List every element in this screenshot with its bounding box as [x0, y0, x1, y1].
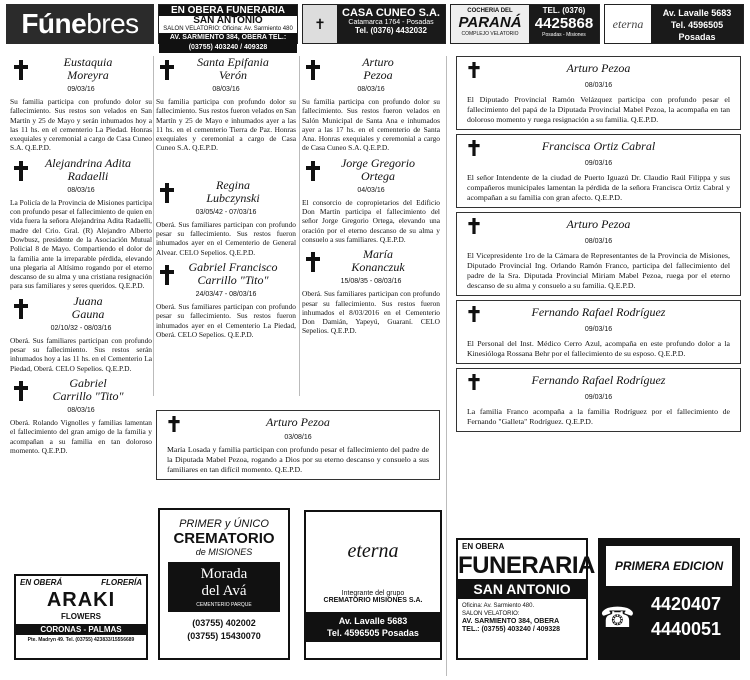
cross-icon — [12, 381, 30, 401]
header-ad-sa-line2: SAN ANTONIO — [193, 15, 263, 26]
cross-icon — [158, 60, 176, 80]
notice-text: La Policía de la Provincia de Misiones participa con profundo pesar el fallecimiento de quien en vida fuera la señora Alejandrina Adita Radaelli, madre del Crio. Gral. (R) Alejandro Alberto Dowbusz, presidente de la Asociación Mutual Policial 8 de Mayo. Compartiendo el dolor de la familia ante la irreparable pérdida, elevando una plegaria al Altísimo rogando por el eterno descanso de su alma y una cristiana resignación para sus familiares y seres queridos. Q.E.P.D. — [10, 197, 152, 291]
obituary-notice — [156, 179, 296, 261]
cuneo-title: CASA CUNEO S.A. — [342, 7, 440, 19]
eterna-band-address: Av. Lavalle 5683 — [338, 616, 408, 626]
notice-date: 08/03/16 — [357, 86, 385, 93]
crem-phone-1: (03755) 402002 — [192, 618, 256, 628]
sa-phones: TEL.: (03755) 403240 / 409328 — [462, 626, 561, 633]
ad-paz-eterna[interactable] — [304, 510, 442, 660]
header-ad-eterna[interactable] — [604, 4, 744, 44]
ad-funeraria-san-antonio[interactable] — [456, 538, 595, 660]
deceased-name: Arturo Pezoa — [566, 217, 631, 231]
notice-date: 03/05/42 - 07/03/16 — [195, 208, 257, 216]
obituary-notice — [302, 248, 440, 339]
notice-text: Su familia participa con profundo dolor su fallecimiento. Sus restos son velados en San Martín y 25 de Mayo y serán inhumados hoy a las 11 hs. en el cementerio La Piedad. Honras exequiales y ceremonial a cargo de Casa Cuneo S.A. Q.E.P.D. — [10, 97, 152, 153]
notice-date: 08/03/16 — [212, 86, 240, 93]
araki-band: CORONAS - PALMAS — [16, 624, 146, 635]
notice-date: 03/08/16 — [284, 434, 312, 441]
deceased-name: Gabriel Francisco Carrillo "Tito" — [188, 259, 278, 287]
ad-primera-edicion[interactable] — [598, 538, 740, 660]
eterna-city: Posadas — [678, 32, 716, 42]
sa-salon-label: SALON VELATORIO: — [462, 611, 520, 617]
araki-sub: FLOWERS — [61, 612, 101, 621]
cross-icon — [467, 306, 481, 322]
header-ad-parana[interactable] — [450, 4, 600, 44]
crem-kicker: PRIMER y ÚNICO — [179, 518, 269, 530]
cross-icon — [304, 60, 322, 80]
sa-location: EN OBERA — [462, 542, 505, 551]
ad-crematorio[interactable] — [158, 508, 290, 660]
header-ad-sa-line4: AV. SARMIENTO 384, OBERA TEL.: (03755) 403240 / 409328 — [159, 33, 297, 53]
notice-text: Oberá. Rolando Vignolles y familias lamentan el fallecimiento del gran amigo de la familia y acompañan a su familia en tan doloroso momento. Q.E.P.D. — [10, 417, 152, 455]
cross-icon — [467, 140, 481, 156]
boxed-notice — [456, 56, 741, 130]
notice-text: El Personal del Inst. Médico Cerro Azul, acompaña en este profundo dolor a la Kinesióloga Rossana Behr por el fallecimiento de su esposo. Q.E.P.D. — [467, 339, 730, 358]
boxed-notice — [456, 134, 741, 208]
notice-text: El consorcio de copropietarios del Edificio Don Martín participa el fallecimiento del señor Jorge Gregorio Ortega, elevando una oración por el eterno descanso de su alma y consuelo a sus familiares. Q.E.P.D. — [302, 197, 440, 244]
cross-icon — [467, 374, 481, 390]
cuneo-phone: Tel. (0376) 4432032 — [355, 26, 427, 35]
notice-text: Oberá. Sus familiares participan con profundo pesar su fallecimiento. Sus restos serán inhumados hoy a las 11 hs. en el Cementerio La Piedad, Oberá. CELO Sepelios. Q.E.P.D. — [10, 335, 152, 373]
deceased-name: Santa Epifania Verón — [197, 55, 269, 82]
deceased-name: Regina Lubczynski — [206, 177, 260, 205]
morada-sub: CEMENTERIO PARQUE — [196, 602, 252, 608]
parana-logo: PARANÁ — [458, 14, 522, 31]
parana-sub: COMPLEJO VELATORIO — [461, 31, 519, 37]
cuneo-address: Catamarca 1764 - Posadas — [348, 19, 434, 26]
section-brand — [6, 4, 154, 44]
deceased-name: Arturo Pezoa — [266, 415, 330, 429]
deceased-name: Eustaquia Moreyra — [63, 55, 113, 82]
column-divider — [299, 56, 300, 396]
cuneo-logo-icon: ✝ — [303, 5, 337, 43]
notice-date: 15/08/35 - 08/03/16 — [340, 278, 402, 286]
header-ad-san-antonio[interactable] — [158, 4, 298, 51]
header-ad-sa-line3: SALON VELATORIO: Oficina: Av. Sarmiento 480 — [163, 26, 293, 32]
cross-icon — [467, 62, 481, 78]
eterna-address: Av. Lavalle 5683 — [662, 8, 732, 18]
crem-phone-2: (03755) 15430070 — [187, 631, 261, 641]
deceased-name: Alejandrina Adita Radaelli — [44, 155, 132, 183]
pe-phone-1: 4420407 — [650, 594, 722, 614]
obituary-notice — [10, 157, 152, 295]
header-strip — [0, 0, 750, 51]
notice-date: 02/10/32 - 08/03/16 — [50, 324, 112, 332]
obituary-notice — [10, 56, 152, 157]
obituary-column-1 — [10, 56, 152, 459]
deceased-name: Arturo Pezoa — [566, 61, 631, 75]
cross-icon — [12, 161, 30, 181]
obituary-notice — [302, 56, 440, 157]
boxed-notice — [456, 212, 741, 296]
sa-office: Oficina: Av. Sarmiento 480. — [462, 603, 535, 609]
eterna-band-phone: Tel. 4596505 Posadas — [327, 628, 419, 638]
cross-icon — [12, 299, 30, 319]
morada-logo — [168, 562, 280, 612]
notice-date: 09/03/16 — [584, 394, 613, 401]
boxed-notice — [456, 300, 741, 364]
deceased-name: Jorge Gregorio Ortega — [340, 155, 416, 183]
parana-tel: 4425868 — [534, 15, 594, 32]
boxed-notice — [456, 368, 741, 432]
brand-bold: Fúne — [21, 8, 87, 39]
primera-edicion-logo: PRIMERA EDICION — [606, 546, 732, 586]
sa-title: FUNERARIA — [458, 552, 595, 579]
notice-text: Oberá. Sus familiares participan con profundo pesar su fallecimiento. Sus restos fueron inhumados ayer en el Cementerio de General Alvear. CELO Sepelios. Q.E.P.D. — [156, 219, 296, 257]
header-ad-sa-line1: EN OBERA FUNERARIA — [159, 5, 297, 16]
morada-name: Morada del Avá — [200, 566, 248, 599]
obituary-notice — [156, 261, 296, 343]
deceased-name: Arturo Pezoa — [362, 55, 394, 82]
column-divider — [446, 56, 447, 676]
araki-address: Pte. Madryn 49. Tel. (03755) 423833/15556689 — [27, 637, 135, 643]
sa-salon-address: AV. SARMIENTO 384, OBERA — [462, 618, 560, 625]
cross-icon — [467, 218, 481, 234]
eterna-big-logo: eterna — [347, 539, 399, 562]
notice-date: 04/03/16 — [357, 186, 385, 194]
cross-icon — [158, 183, 176, 203]
crem-sub: de MISIONES — [195, 547, 253, 557]
cross-icon — [304, 252, 322, 272]
obituary-column-2 — [156, 56, 296, 343]
cross-icon — [158, 265, 176, 285]
crem-title: CREMATORIO — [173, 530, 275, 547]
deceased-name: Juana Gauna — [71, 293, 105, 321]
cross-icon — [304, 161, 322, 181]
notice-text: Su familia participa con profundo dolor su fallecimiento. Sus restos fueron velados en San Martín y 25 de Mayo e inhumados ayer a las 11 hs. en el cementerio Tierra de Paz. Honras exequiales y ceremonial a cargo de Casa Cuneo S.A. Q.E.P.D. — [156, 97, 296, 153]
eterna-group: CREMATORIO MISIONES S.A. — [323, 597, 423, 604]
araki-kicker: FLORERÍA — [101, 578, 142, 587]
notice-text: Oberá. Sus familiares participan con profundo pesar su fallecimiento. Sus restos fueron inhumados el 8/03/2016 en el Cementerio Don Damián, Yapeyú, Guaraní. CELO Sepelios. Q.E.P.D. — [302, 289, 440, 336]
phone-icon: ☎ — [600, 601, 635, 633]
eterna-logo: eterna — [612, 16, 644, 31]
notice-date: 08/03/16 — [584, 82, 613, 89]
cross-icon — [12, 60, 30, 80]
notice-date: 09/03/16 — [584, 326, 613, 333]
sa-band: SAN ANTONIO — [458, 579, 586, 599]
eterna-phone: Tel. 4596505 — [670, 20, 724, 30]
notice-text: El Vicepresidente 1ro de la Cámara de Representantes de la Provincia de Misiones, Diputado Provincial Ing. Orlando Ramón Franco, participa del fallecimiento del padre de la Sra. Diputada Provincial Miriam Mabel Pezoa, ruega por el eterno descanso de su alma y consuelo a su familia. Q.E.P.D. — [467, 251, 730, 290]
pe-phone-2: 4440051 — [650, 619, 722, 639]
obituary-notice — [302, 157, 440, 248]
notice-date: 08/03/16 — [67, 186, 95, 194]
notice-text: María Losada y familia participan con profundo pesar el fallecimiento del padre de la Diputada Mabel Pezoa, rogando a Dios por su eterno descanso y consuelo a sus familiares en tan difícil momento. Q.E.P.D. — [167, 445, 429, 474]
deceased-name: María Konanczuk — [351, 247, 405, 275]
eterna-sub: Integrante del grupo — [341, 590, 405, 597]
ad-araki-flowers[interactable] — [14, 574, 148, 660]
brand-light: bres — [86, 8, 139, 39]
notice-date: 08/03/16 — [584, 238, 613, 245]
boxed-notice — [156, 410, 440, 480]
araki-logo: ARAKI — [46, 589, 116, 611]
obituary-notice — [10, 377, 152, 459]
notice-text: Su familia participa con profundo dolor su fallecimiento. Sus restos fueron velados en Salón Municipal de Santa Ana e inhumados ayer a las 17 hs. en el cementerio de Santa Ana. Honras exequiales y ceremonial a cargo de Casa Cuneo S.A. Q.E.P.D. — [302, 97, 440, 153]
notice-text: El señor Intendente de la ciudad de Puerto Iguazú Dr. Claudio Raúl Filippa y sus compañeros municipales lamentan la pérdida de la señora Francisca Ortiz Cabral y acompañan a su familia con gran afecto. Q.E.P.D. — [467, 173, 730, 202]
notice-date: 09/03/16 — [67, 86, 95, 93]
deceased-name: Fernando Rafael Rodríguez — [531, 373, 666, 387]
notice-text: La familia Franco acompaña a la familia Rodríguez por el fallecimiento de Fernando "Galleta" Rodríguez. Q.E.P.D. — [467, 407, 730, 426]
notice-date: 09/03/16 — [584, 160, 613, 167]
column-divider — [153, 56, 154, 396]
parana-city: Posadas - Misiones — [542, 32, 586, 38]
parana-tel-label: TEL. (0376) — [542, 6, 586, 15]
obituary-notice — [10, 295, 152, 377]
parana-kicker: COCHERIA DEL — [467, 8, 513, 14]
deceased-name: Gabriel Carrillo "Tito" — [52, 375, 124, 403]
notice-date: 08/03/16 — [67, 406, 95, 414]
notice-text: El Diputado Provincial Ramón Velázquez participa con profundo pesar el fallecimiento del papá de la Diputada Provincial Mabel Pezoa, la acompaña en tan doloroso momento y ruega resignación a su familia. Q.E.P.D. — [467, 95, 730, 124]
cross-icon — [167, 416, 181, 432]
sa-footer — [458, 599, 586, 637]
deceased-name: Francisca Ortiz Cabral — [541, 139, 656, 153]
araki-location: EN OBERÁ — [20, 578, 63, 587]
eterna-band — [306, 612, 440, 642]
notice-date: 24/03/47 - 08/03/16 — [195, 290, 257, 298]
deceased-name: Fernando Rafael Rodríguez — [531, 305, 666, 319]
boxed-notices-column — [456, 56, 741, 436]
header-ad-cuneo[interactable] — [302, 4, 446, 44]
notice-text: Oberá. Sus familiares participan con profundo pesar su fallecimiento. Sus restos fueron inhumados ayer en el Cementerio La Piedad, Oberá. CELO Sepelios. Q.E.P.D. — [156, 301, 296, 339]
obituary-column-3 — [302, 56, 440, 340]
obituary-notice — [156, 56, 296, 157]
